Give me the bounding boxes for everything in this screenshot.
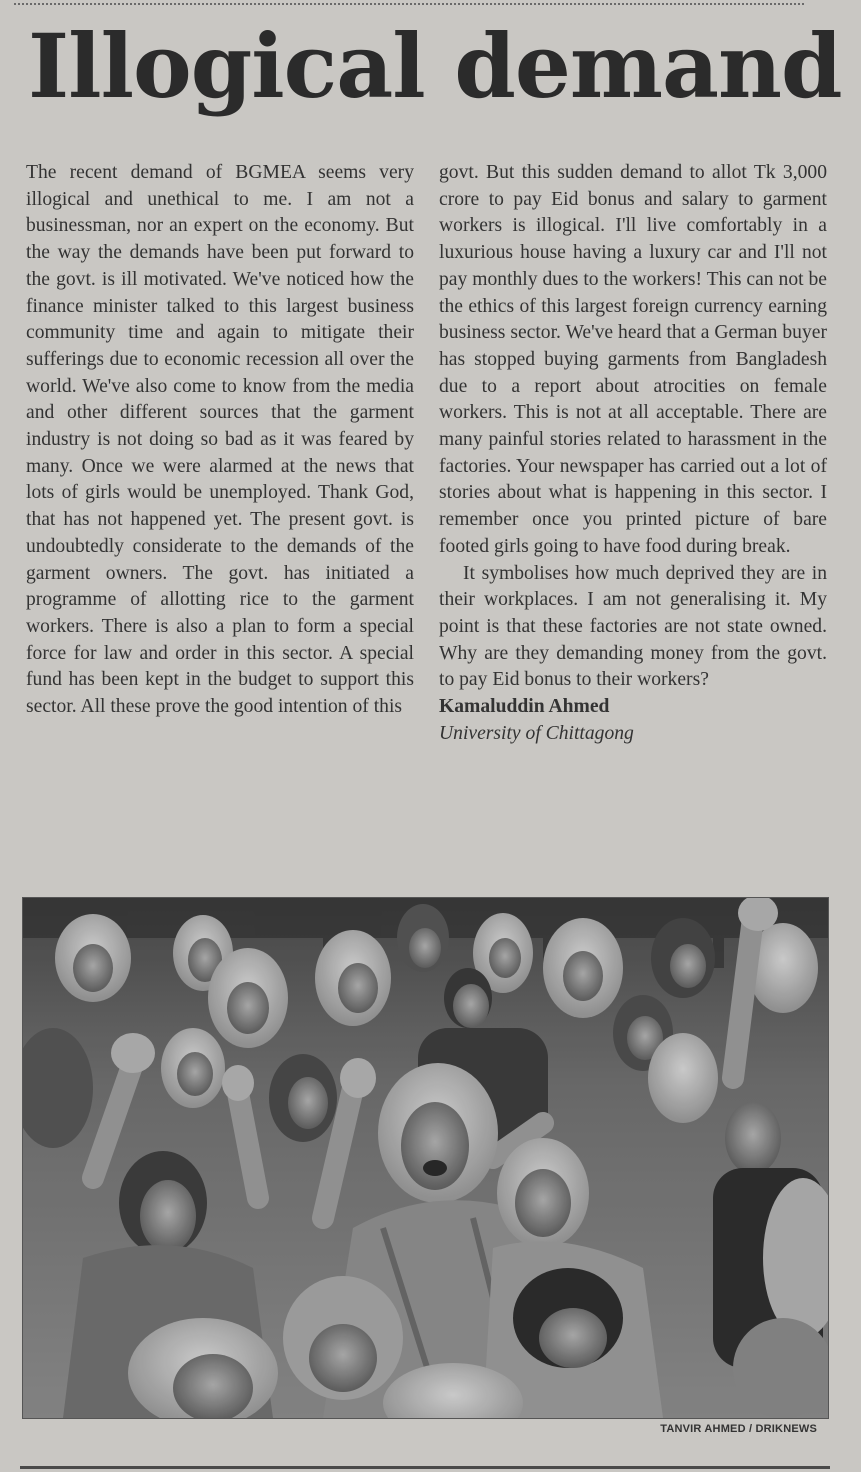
protest-photo-image [23, 898, 828, 1418]
article-body-paragraph-1: The recent demand of BGMEA seems very illogical and unethical to me. I am not a businessman, nor an expert on the economy. But the way the demands have been put forward to the govt. is ill motivated. We've noticed how the finance minister talked to this largest business community time and again to mitigate their sufferings due to economic recession all over the world. We've also come to know from the media and other different sources that the garment industry is not doing so bad as it was feared by many. Once we were alarmed at the news that lots of girls would be unemployed. Thank God, that has not happened yet. The present govt. is undoubtedly considerate to the demands of the garment owners. The govt. has initiated a programme of allotting rice to the garment workers. There is also a plan to form a special force for law and order in this sector. A special fund has been kept in the budget to support this sector. All these prove the good intention of this [26, 162, 414, 718]
photo-credit: TANVIR AHMED / DRIKNEWS [660, 1423, 817, 1435]
article-column-right [439, 160, 827, 747]
author-name: Kamaluddin Ahmed [439, 696, 610, 718]
author-affiliation: University of Chittagong [439, 722, 634, 744]
bottom-rule [20, 1466, 830, 1469]
protest-photo [22, 897, 829, 1419]
article-body-paragraph-1-continued: govt. But this sudden demand to allot Tk 3,000 crore to pay Eid bonus and salary to garment workers is illogical. I'll live comfortably in a luxurious house having a luxury car and I'll not pay monthly dues to the workers! This can not be the ethics of this largest foreign currency earning business sector. We've heard that a German buyer has stopped buying garments from Bangladesh due to a report about atrocities on female workers. This is not at all acceptable. There are many painful stories related to harassment in the factories. Your newspaper has carried out a lot of stories about what is happening in this sector. I remember once you printed picture of bare footed girls going to have food during break. [439, 162, 827, 557]
headline: Illogical demand [28, 14, 842, 118]
article-body-paragraph-2: It symbolises how much deprived they are in their workplaces. I am not generalising it. My point is that these factories are not state owned. Why are they demanding money from the govt. to pay Eid bonus to their workers? [439, 562, 827, 691]
top-dotted-rule [14, 3, 804, 5]
article-column-left [26, 160, 414, 721]
